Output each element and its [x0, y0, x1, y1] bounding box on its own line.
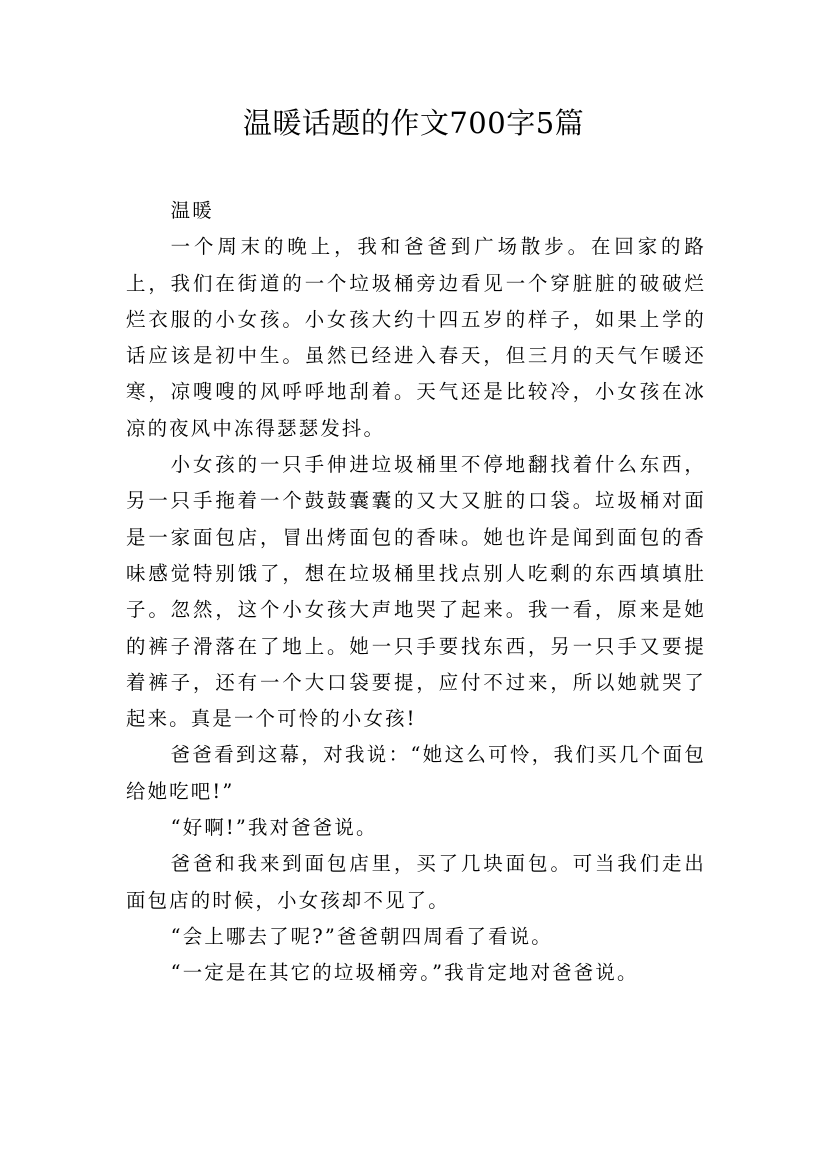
document-body [126, 193, 706, 992]
paragraph: 爸爸和我来到面包店里，买了几块面包。可当我们走出面包店的时候，小女孩却不见了。 [126, 852, 706, 912]
paragraph: 一个周末的晚上，我和爸爸到广场散步。在回家的路上，我们在街道的一个垃圾桶旁边看见一个穿脏脏的破破烂烂衣服的小女孩。小女孩大约十四五岁的样子，如果上学的话应该是初中生。虽然已经进入春天，但三月的天气乍暖还寒，凉嗖嗖的风呼呼地刮着。天气还是比较冷，小女孩在冰凉的夜风中冻得瑟瑟发抖。 [126, 235, 706, 440]
paragraph: 小女孩的一只手伸进垃圾桶里不停地翻找着什么东西，另一只手拖着一个鼓鼓囊囊的又大又脏的口袋。垃圾桶对面是一家面包店，冒出烤面包的香味。她也许是闻到面包的香味感觉特别饿了，想在垃圾桶里找点别人吃剩的东西填填肚子。忽然，这个小女孩大声地哭了起来。我一看，原来是她的裤子滑落在了地上。她一只手要找东西，另一只手又要提着裤子，还有一个大口袋要提，应付不过来，所以她就哭了起来。真是一个可怜的小女孩! [126, 453, 706, 731]
paragraph: 爸爸看到这幕，对我说：“她这么可怜，我们买几个面包给她吃吧!” [126, 743, 706, 803]
paragraph: “会上哪去了呢?”爸爸朝四周看了看说。 [170, 924, 553, 948]
paragraph-heading: 温暖 [170, 199, 214, 222]
paragraph: “好啊!”我对爸爸说。 [170, 816, 378, 840]
document-title: 温暖话题的作文700字5篇 [242, 106, 585, 140]
paragraph: “一定是在其它的垃圾桶旁。”我肯定地对爸爸说。 [170, 961, 639, 985]
